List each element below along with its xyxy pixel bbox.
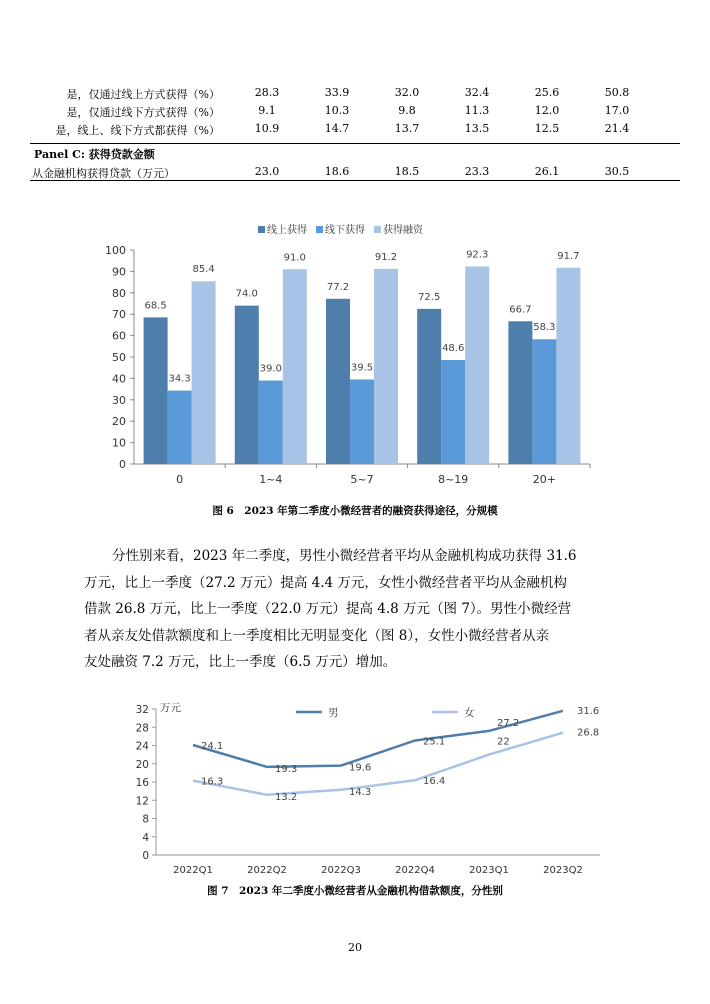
cell: 25.6: [534, 86, 560, 99]
cell: 14.7: [324, 122, 350, 135]
y-tick-label: 20: [135, 758, 149, 771]
x-tick-label: 2022Q4: [395, 865, 435, 876]
cell: 32.0: [394, 86, 420, 99]
data-label: 16.3: [201, 776, 224, 788]
cell: 23.0: [254, 165, 280, 178]
y-tick-label: 10: [112, 436, 126, 450]
data-table: [30, 84, 680, 138]
data-label: 72.5: [418, 291, 441, 303]
row-label: 是，线上、线下方式都获得（%）: [55, 124, 220, 137]
paragraph-line: 借款 26.8 万元，比上一季度（22.0 万元）提高 4.8 万元（图 7）。男性小微经营: [84, 601, 572, 617]
bar: [144, 317, 168, 464]
x-tick-label: 0: [176, 473, 184, 486]
x-tick-label: 2022Q1: [173, 865, 213, 876]
bar: [417, 309, 441, 464]
x-tick-label: 2022Q3: [321, 865, 361, 876]
data-label: 22: [497, 736, 510, 748]
y-tick-label: 8: [142, 813, 149, 826]
body-paragraph: [112, 543, 612, 570]
bar: [508, 321, 532, 464]
cell: 9.1: [258, 104, 276, 117]
x-tick-label: 5~7: [350, 473, 374, 486]
figure-7-caption: 图 7 2023 年二季度小微经营者从金融机构借款额度，分性别: [207, 885, 503, 897]
y-tick-label: 32: [135, 704, 149, 716]
x-tick-label: 2022Q2: [247, 865, 287, 876]
legend-label: 线下获得: [325, 225, 365, 236]
table-row: [30, 120, 680, 138]
y-tick-label: 4: [142, 831, 149, 844]
figure-6-caption: 图 6 2023 年第二季度小微经营者的融资获得途径，分规模: [212, 505, 498, 517]
y-tick-label: 100: [105, 244, 126, 257]
bar: [374, 269, 398, 464]
data-label: 16.4: [423, 776, 446, 788]
data-label: 27.2: [497, 717, 520, 729]
data-label: 26.8: [577, 727, 600, 739]
legend-label: 获得融资: [383, 225, 423, 236]
data-label: 91.7: [557, 250, 580, 262]
x-tick-label: 2023Q2: [543, 865, 583, 876]
y-tick-label: 0: [142, 850, 149, 862]
data-label: 31.6: [577, 705, 600, 717]
row-label: 是，仅通过线上方式获得（%）: [66, 88, 220, 101]
cell: 13.5: [464, 122, 490, 135]
y-tick-label: 24: [135, 740, 149, 753]
paragraph-line: 万元，比上一季度（27.2 万元）提高 4.4 万元，女性小微经营者平均从金融机构: [84, 574, 567, 591]
paragraph-line: 友处融资 7.2 万元，比上一季度（6.5 万元）增加。: [84, 654, 397, 670]
cell: 33.9: [324, 86, 350, 99]
paragraph-line: 分性别来看，2023 年二季度，男性小微经营者平均从金融机构成功获得 31.6: [112, 548, 577, 564]
cell: 10.9: [254, 122, 280, 135]
table-row: [30, 163, 680, 181]
data-label: 34.3: [168, 373, 191, 385]
bar: [465, 266, 489, 464]
cell: 9.8: [398, 104, 416, 117]
x-tick-label: 2023Q1: [469, 865, 509, 876]
data-label: 66.7: [509, 304, 532, 316]
y-tick-label: 30: [112, 393, 126, 407]
data-label: 24.1: [201, 741, 224, 753]
bar-chart: [0, 215, 710, 495]
cell: 21.4: [604, 122, 630, 135]
x-tick-label: 20+: [532, 473, 557, 486]
cell: 23.3: [464, 165, 490, 178]
data-label: 91.2: [374, 251, 398, 263]
x-tick-label: 8~19: [438, 473, 469, 486]
body-paragraph-cont: [84, 570, 584, 676]
cell: 11.3: [464, 104, 490, 117]
data-label: 14.3: [349, 786, 372, 798]
data-label: 39.0: [259, 363, 282, 375]
data-label: 58.3: [533, 322, 556, 334]
data-label: 77.2: [326, 281, 350, 293]
data-label: 19.6: [349, 762, 372, 774]
data-label: 48.6: [442, 342, 465, 354]
bar: [283, 269, 307, 464]
y-tick-label: 60: [112, 329, 126, 343]
y-tick-label: 16: [135, 777, 149, 789]
y-tick-label: 12: [135, 795, 149, 808]
legend-swatch: [374, 226, 381, 233]
data-label: 68.5: [144, 300, 167, 312]
row-label: 从金融机构获得贷款（万元）: [32, 167, 175, 180]
cell: 12.5: [534, 122, 560, 135]
x-tick-label: 1~4: [259, 473, 283, 486]
y-axis-label: 万元: [160, 702, 181, 714]
bar: [532, 339, 556, 464]
cell: 50.8: [604, 86, 630, 99]
data-label: 19.3: [275, 763, 298, 775]
bar: [556, 268, 580, 464]
bar: [350, 379, 374, 464]
bar: [326, 299, 350, 464]
cell: 18.6: [324, 165, 350, 178]
data-label: 74.0: [235, 288, 258, 300]
legend-swatch: [258, 226, 265, 233]
bar: [259, 381, 283, 464]
legend-label: 女: [464, 707, 475, 719]
bar: [168, 391, 192, 464]
data-label: 85.4: [192, 264, 215, 276]
data-label: 25.1: [423, 736, 446, 748]
line-chart: [0, 695, 710, 880]
y-tick-label: 28: [135, 722, 149, 735]
cell: 12.0: [534, 104, 560, 117]
y-tick-label: 0: [119, 458, 126, 471]
bar: [192, 281, 216, 464]
legend-swatch: [316, 226, 323, 233]
cell: 17.0: [604, 104, 630, 117]
table-row: [30, 84, 680, 102]
cell: 30.5: [604, 165, 630, 178]
data-label: 39.5: [350, 362, 374, 374]
cell: 13.7: [394, 122, 420, 135]
data-label: 92.3: [466, 249, 489, 261]
cell: 26.1: [534, 165, 560, 178]
bar: [235, 306, 259, 464]
y-tick-label: 40: [112, 372, 126, 386]
y-tick-label: 20: [112, 415, 126, 429]
table-row: [30, 102, 680, 120]
y-tick-label: 80: [112, 286, 126, 300]
bar: [441, 360, 465, 464]
panel-c-table: [30, 163, 680, 181]
legend-label: 线上获得: [267, 225, 307, 236]
table-bottom-rule: [30, 180, 680, 181]
y-tick-label: 50: [112, 351, 126, 364]
table-divider: [30, 143, 680, 144]
y-tick-label: 70: [112, 308, 126, 322]
panel-c-title: Panel C: 获得贷款金额: [34, 148, 155, 161]
cell: 28.3: [254, 86, 280, 99]
page-number: 20: [348, 941, 362, 954]
cell: 10.3: [324, 104, 350, 117]
data-label: 13.2: [275, 791, 298, 803]
row-label: 是，仅通过线下方式获得（%）: [66, 106, 220, 119]
paragraph-line: 者从亲友处借款额度和上一季度相比无明显变化（图 8），女性小微经营者从亲: [84, 627, 550, 644]
data-label: 91.0: [283, 252, 306, 264]
y-tick-label: 90: [112, 265, 126, 279]
legend-label: 男: [328, 707, 339, 719]
cell: 18.5: [394, 165, 420, 178]
cell: 32.4: [464, 86, 490, 99]
